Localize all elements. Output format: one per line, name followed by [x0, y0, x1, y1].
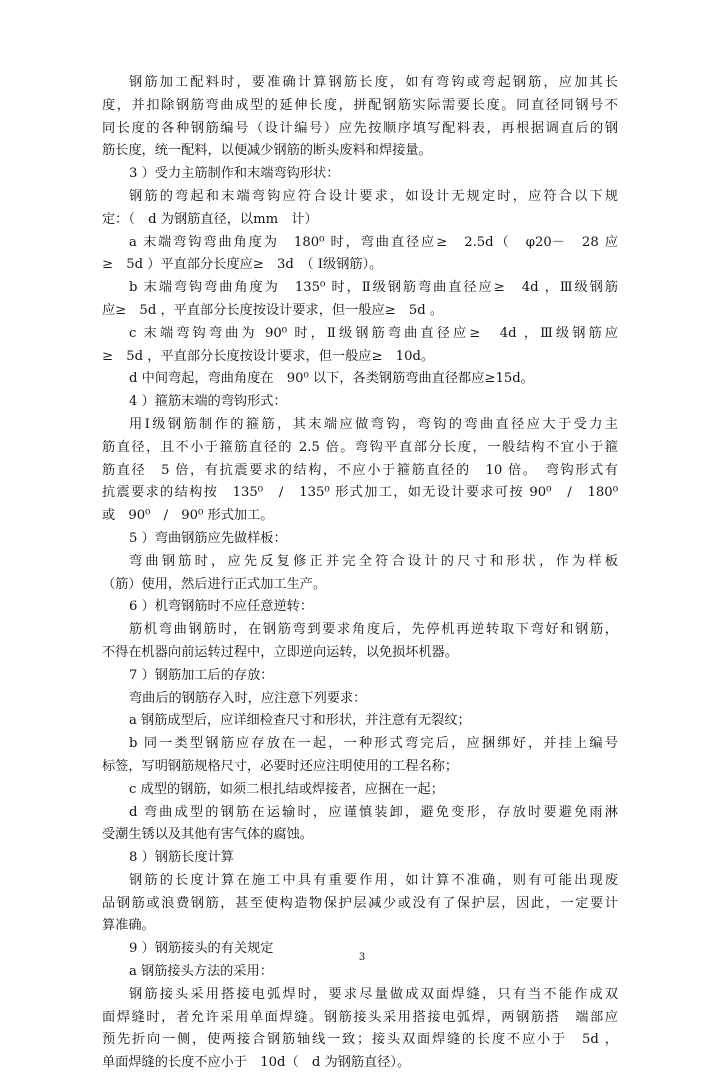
- text-line: a 钢筋接头方法的采用：: [129, 964, 273, 980]
- text-line: 同长度的各种钢筋编号（设计编号）应先按顺序填写配料表，再根据调直后的钢: [102, 120, 618, 136]
- text-line: 筋长度，统一配料，以便减少钢筋的断头废料和焊接量。: [102, 143, 432, 159]
- text-line: b 末端弯钩弯曲角度为 135⁰ 时，Ⅱ级钢筋弯曲直径应≥ 4d ，Ⅲ级钢筋: [129, 280, 618, 296]
- text-line: 用Ⅰ级钢筋制作的箍筋，其末端应做弯钩，弯钩的弯曲直径应大于受力主: [129, 416, 618, 432]
- text-line: 度，并扣除钢筋弯曲成型的延伸长度，拼配钢筋实际需要长度。同直径同钢号不: [102, 97, 618, 113]
- text-line: c 成型的钢筋，如须二根扎结或焊接者，应捆在一起；: [129, 781, 444, 797]
- text-line: 定：（ d 为钢筋直径，以mm 计）: [102, 211, 318, 227]
- text-line: d 弯曲成型的钢筋在运输时，应谨慎装卸，避免变形，存放时要避免雨淋: [129, 804, 618, 820]
- text-line: d 中间弯起，弯曲角度在 90⁰ 以下，各类钢筋弯曲直径都应≥15d。: [129, 371, 534, 387]
- text-line: 4 ）箍筋末端的弯钩形式：: [129, 394, 287, 410]
- text-line: 7 ）钢筋加工后的存放：: [129, 667, 274, 683]
- text-line: ≥ 5d ，平直部分长度按设计要求，但一般应≥ 10d。: [102, 348, 435, 364]
- text-line: 9 ）钢筋接头的有关规定: [129, 941, 274, 957]
- text-line: 受潮生锈以及其他有害气体的腐蚀。: [102, 827, 313, 843]
- text-line: 弯曲钢筋时，应先反复修正并完全符合设计的尺寸和形状，作为样板: [129, 553, 618, 569]
- text-line: 钢筋加工配料时，要准确计算钢筋长度，如有弯钩或弯起钢筋，应加其长: [129, 75, 618, 90]
- text-line: 钢筋接头采用搭接电弧焊时，要求尽量做成双面焊缝，只有当不能作成双: [129, 986, 618, 1002]
- text-line: 筋直径 5 倍，有抗震要求的结构，不应小于箍筋直径的 10 倍。 弯钩形式有: [102, 462, 618, 478]
- text-line: 弯曲后的钢筋存入时，应注意下列要求：: [129, 690, 367, 706]
- text-line: 6 ）机弯钢筋时不应任意逆转：: [129, 599, 314, 615]
- text-line: 5 ）弯曲钢筋应先做样板：: [129, 530, 287, 546]
- text-line: 抗震要求的结构按 135⁰ / 135⁰ 形式加工，如无设计要求可按 90⁰ / 180⁰: [102, 485, 618, 501]
- text-line: c 末端弯钩弯曲为 90⁰ 时，Ⅱ级钢筋弯曲直径应≥ 4d ，Ⅲ级钢筋应: [129, 325, 618, 341]
- page-number: 3: [358, 952, 366, 963]
- text-line: 面焊缝时，者允许采用单面焊缝。钢筋接头采用搭接电弧焊，两钢筋搭 端部应: [102, 1009, 618, 1025]
- body-text: [102, 72, 618, 1075]
- text-line: （筋）使用，然后进行正式加工生产。: [102, 576, 327, 592]
- text-line: a 钢筋成型后，应详细检查尺寸和形状，并注意有无裂纹；: [129, 713, 471, 729]
- text-line: a 末端弯钩弯曲角度为 180⁰ 时，弯曲直径应≥ 2.5d（ φ20－ 28 应: [129, 234, 618, 250]
- text-line: 或 90⁰ / 90⁰ 形式加工。: [102, 508, 274, 524]
- text-line: 算准确。: [102, 918, 155, 934]
- text-line: 标签，写明钢筋规格尺寸，必要时还应注明使用的工程名称；: [102, 758, 459, 774]
- text-line: 钢筋的弯起和末端弯钩应符合设计要求，如设计无规定时，应符合以下规: [129, 188, 618, 204]
- text-line: ≥ 5d ）平直部分长度应≥ 3d （ Ⅰ级钢筋）。: [102, 257, 383, 273]
- text-line: 钢筋的长度计算在施工中具有重要作用，如计算不准确，则有可能出现废: [129, 872, 618, 888]
- text-line: b 同一类型钢筋应存放在一起，一种形式弯完后，应捆绑好，并挂上编号: [129, 736, 618, 752]
- text-line: 不得在机器向前运转过程中，立即逆向运转，以免损坏机器。: [102, 644, 459, 660]
- text-line: 8 ）钢筋长度计算: [129, 850, 234, 866]
- text-line: 预先折向一侧，使两接合钢筋轴线一致；接头双面焊缝的长度不应小于 5d ，: [102, 1032, 618, 1048]
- text-line: 单面焊缝的长度不应小于 10d（ d 为钢筋直径）。: [102, 1055, 411, 1071]
- text-line: 3 ）受力主筋制作和末端弯钩形状：: [129, 166, 340, 182]
- text-line: 筋直径，且不小于箍筋直径的 2.5 倍。弯钩平直部分长度，一般结构不宜小于箍: [102, 439, 618, 455]
- text-line: 品钢筋或浪费钢筋，甚至使构造物保护层减少或没有了保护层，因此，一定要计: [102, 895, 618, 911]
- text-line: 应≥ 5d ，平直部分长度按设计要求，但一般应≥ 5d 。: [102, 302, 444, 318]
- text-line: 筋机弯曲钢筋时，在钢筋弯到要求角度后，先停机再逆转取下弯好和钢筋，: [129, 622, 618, 638]
